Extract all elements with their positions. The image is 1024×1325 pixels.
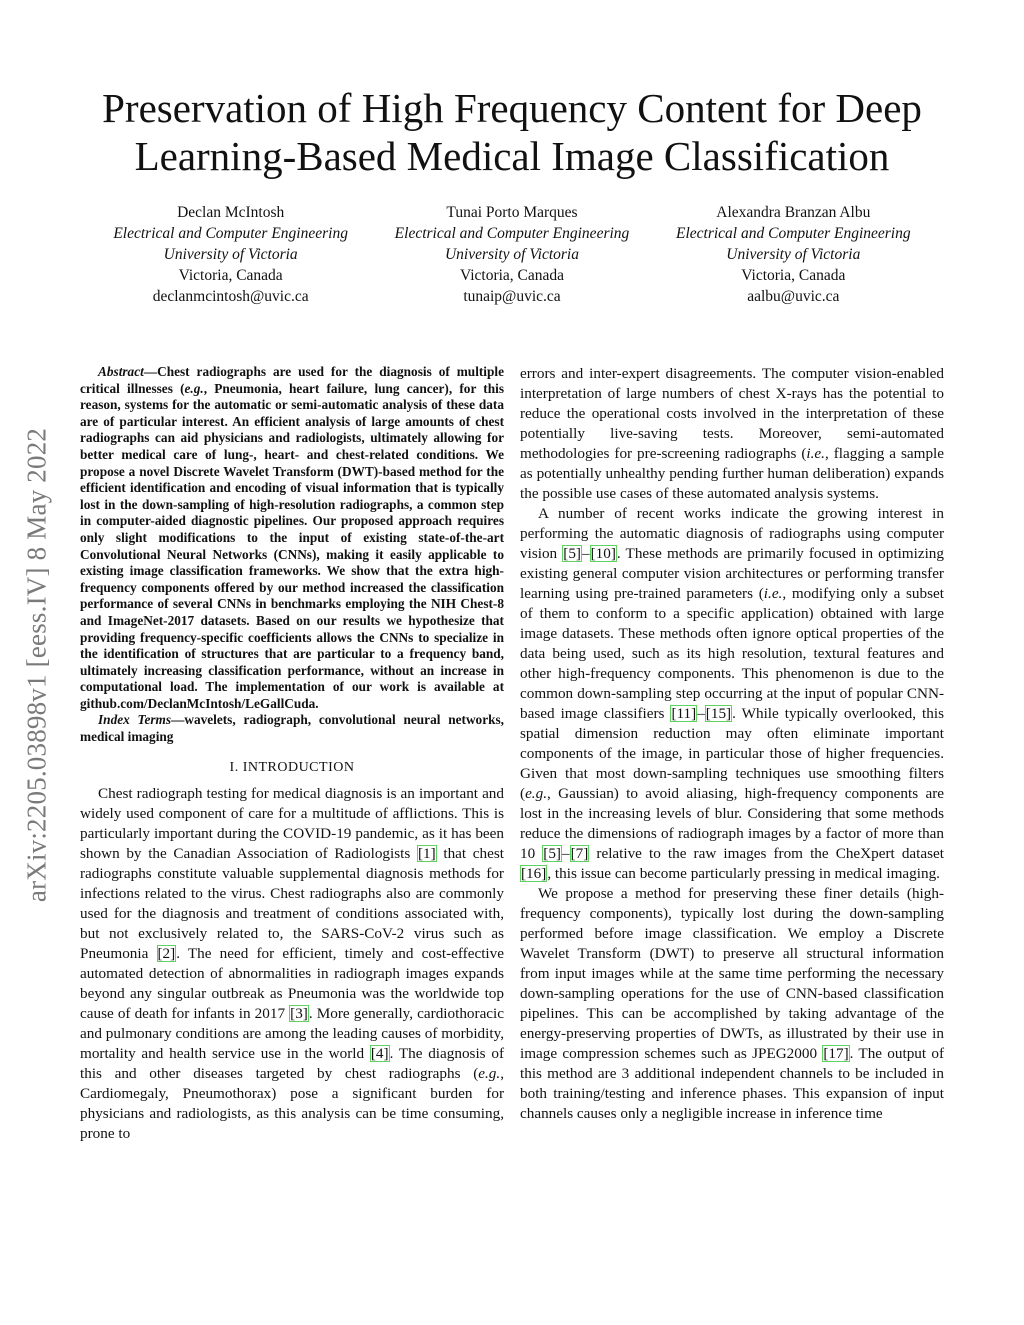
intro-text: We propose a method for preserving these finer details (high-frequency components), typically lost during the down-sampling performed before image classification. We employ a Discrete Wavelet Transform (DWT) to preserve all structural information from input images while at the same time performing the necessary down-sampling operations for the use of CNN-based classification pipelines. This can be accomplished by taking advantage of the energy-preserving properties of DWTs, as illustrated by their use in image compression schemes such as JPEG2000 [520, 885, 944, 1062]
author-department: Electrical and Computer Engineering [394, 225, 630, 242]
intro-ie: i.e. [806, 445, 825, 462]
intro-eg: e.g. [478, 1064, 501, 1082]
author-email: aalbu@uvic.ca [747, 288, 840, 305]
section-heading-introduction: I. INTRODUCTION [229, 759, 355, 775]
author-university: University of Victoria [444, 246, 579, 263]
citation-link[interactable]: [10] [590, 545, 616, 562]
intro-eg: e.g. [525, 785, 547, 802]
author-name: Alexandra Branzan Albu [716, 204, 871, 221]
abstract-eg: e.g. [184, 380, 204, 396]
arxiv-sidebar [14, 350, 60, 980]
intro-paragraph-1 [80, 784, 504, 1144]
author-location: Victoria, Canada [741, 267, 846, 284]
index-terms-lead: Index Terms [98, 712, 172, 728]
citation-link[interactable]: [1] [417, 844, 436, 862]
intro-text: . The need for efficient, timely and cost-effective automated detection of abnormalities in radiograph images expands beyond any singular outbreak as Pneumonia was the worldwide top cause of death for infants in 2017 [80, 944, 504, 1022]
right-column [520, 364, 944, 1124]
intro-text: , modifying only a subset of them to conform to a specific application) obtained with large image datasets. These methods often ignore optical properties of the data being used, such as its high resolution, textural features and other high-frequency components. This phenomenon is due to the common down-sampling step occurring at the input of popular CNN-based image classifiers [520, 585, 944, 722]
intro-text: A number of recent works indicate the growing interest in performing the automatic diagnosis of radiographs using computer vision [520, 505, 944, 562]
author-block [90, 202, 934, 307]
intro-text: Chest radiograph testing for medical diagnosis is an important and widely used component of care for a multitude of afflictions. This is particularly important during the COVID-19 pandemic, as it has been shown by the Canadian Association of Radiologists [80, 784, 504, 862]
author-university: University of Victoria [163, 246, 298, 263]
author-email: declanmcintosh@uvic.ca [152, 288, 309, 305]
intro-text: relative to the raw images from the CheXpert dataset [589, 845, 945, 862]
left-column [80, 364, 504, 1144]
intro-paragraph-4 [520, 884, 944, 1124]
citation-link[interactable]: [5] [543, 845, 561, 862]
citation-link[interactable]: [2] [157, 944, 176, 962]
citation-link[interactable]: [11] [671, 705, 697, 722]
intro-text: . The output of this method are 3 additional independent channels to be included in both training/testing and inference phases. This expansion of input channels causes only a negligible increase in inference time [520, 1045, 945, 1122]
author-name: Declan McIntosh [177, 204, 285, 221]
index-terms-text: —wavelets, radiograph, convolutional neural networks, medical imaging [80, 712, 504, 745]
intro-text: . More generally, cardiothoracic and pulmonary conditions are among the leading causes of morbidity, mortality and health service use in the world [80, 1004, 505, 1062]
abstract-text-2: , Pneumonia, heart failure, lung cancer), for this reason, systems for the automatic or semi-automatic analysis of these data are of particular interest. An efficient analysis of large amounts of chest radiographs can aid physicians and radiologists, ultimately allowing for better medical care of lung-, heart- and chest-related conditions. We propose a novel Discrete Wavelet Transform (DWT)-based method for the efficient identification and encoding of visual information that is typically lost in the down-sampling of high-resolution radiographs, a common step in computer-aided diagnostic pipelines. Our proposed approach requires only slight modifications to the input of existing state-of-the-art Convolutional Neural Networks (CNNs), making it easily applicable to existing image classification frameworks. We show that the extra high-frequency components offered by our method increased the classification performance of several CNNs in benchmarks employing the NIH Chest-8 and ImageNet-2017 datasets. Based on our results we hypothesize that providing frequency-specific coefficients allows the CNNs to specialize in the identification of structures that are particular to a frequency band, ultimately increasing classification performance, without an increase in computational load. The implementation of our work is available at github.com/DeclanMcIntosh/LeGallCuda. [80, 380, 504, 711]
citation-link[interactable]: [7] [570, 845, 589, 862]
intro-text: , flagging a sample as potentially unhealthy pending further human deliberation) expands the possible use cases of these automated analysis systems. [520, 445, 945, 502]
intro-text: errors and inter-expert disagreements. The computer vision-enabled interpretation of large numbers of chest X-rays has the potential to reduce the operational costs involved in the interpretation of these potentially live-saving tests. Moreover, semi-automated methodologies for pre-screening radiographs ( [520, 365, 944, 462]
citation-link[interactable]: [16] [521, 865, 547, 882]
author-email: tunaip@uvic.ca [463, 288, 561, 305]
range-dash: – [562, 845, 570, 862]
author-location: Victoria, Canada [178, 267, 283, 284]
intro-text: , Cardiomegaly, Pneumothorax) pose a significant burden for physicians and radiologists, as this analysis can be time consuming, prone to [80, 1064, 504, 1142]
intro-text: . The diagnosis of this and other diseases targeted by chest radiographs ( [80, 1044, 504, 1082]
abstract [80, 364, 504, 712]
author-name: Tunai Porto Marques [446, 204, 578, 221]
abstract-lead: Abstract [98, 364, 144, 379]
citation-link[interactable]: [3] [290, 1004, 308, 1022]
arxiv-identifier: arXiv:2205.03898v1 [eess.IV] 8 May 2022 [21, 427, 52, 903]
author-3 [653, 202, 934, 307]
intro-paragraph-2 [520, 364, 944, 504]
citation-link[interactable]: [17] [823, 1045, 849, 1062]
intro-ie: i.e. [763, 585, 783, 602]
citation-link[interactable]: [5] [563, 545, 581, 562]
author-university: University of Victoria [726, 246, 861, 263]
author-location: Victoria, Canada [459, 267, 565, 284]
author-1 [90, 202, 371, 307]
intro-text: , Gaussian) to avoid aliasing, high-frequency components are lost in the increasing levels of blur. Considering that some methods reduce the dimensions of radiograph images by a factor of more than 10 [520, 785, 944, 862]
index-terms [80, 712, 504, 745]
abstract-text-1: —Chest radiographs are used for the diagnosis of multiple critical illnesses ( [80, 364, 504, 396]
intro-text: . These methods are primarily focused in optimizing existing general computer vision architectures or performing transfer learning using pre-trained parameters ( [520, 545, 944, 602]
intro-paragraph-3 [520, 504, 944, 884]
intro-text: . While typically overlooked, this spatial dimension reduction may often eliminate important components of the image, in particular those of higher frequencies. Given that most down-sampling techniques use smoothing filters ( [520, 705, 944, 802]
intro-text: that chest radiographs constitute valuable supplemental diagnosis methods for infections related to the virus. Chest radiographs also are commonly used for the diagnosis and treatment of conditions associated with, but not exclusively related to, the SARS-CoV-2 virus such as Pneumonia [80, 844, 504, 962]
range-dash: – [581, 545, 590, 562]
paper-title: Preservation of High Frequency Content for Deep Learning-Based Medical Image Classification [102, 85, 922, 179]
range-dash: – [697, 705, 705, 722]
author-department: Electrical and Computer Engineering [113, 225, 348, 242]
citation-link[interactable]: [4] [370, 1044, 389, 1062]
author-2 [371, 202, 652, 307]
author-department: Electrical and Computer Engineering [676, 225, 911, 242]
citation-link[interactable]: [15] [705, 705, 732, 722]
intro-text: , this issue can become particularly pressing in medical imaging. [547, 865, 940, 882]
